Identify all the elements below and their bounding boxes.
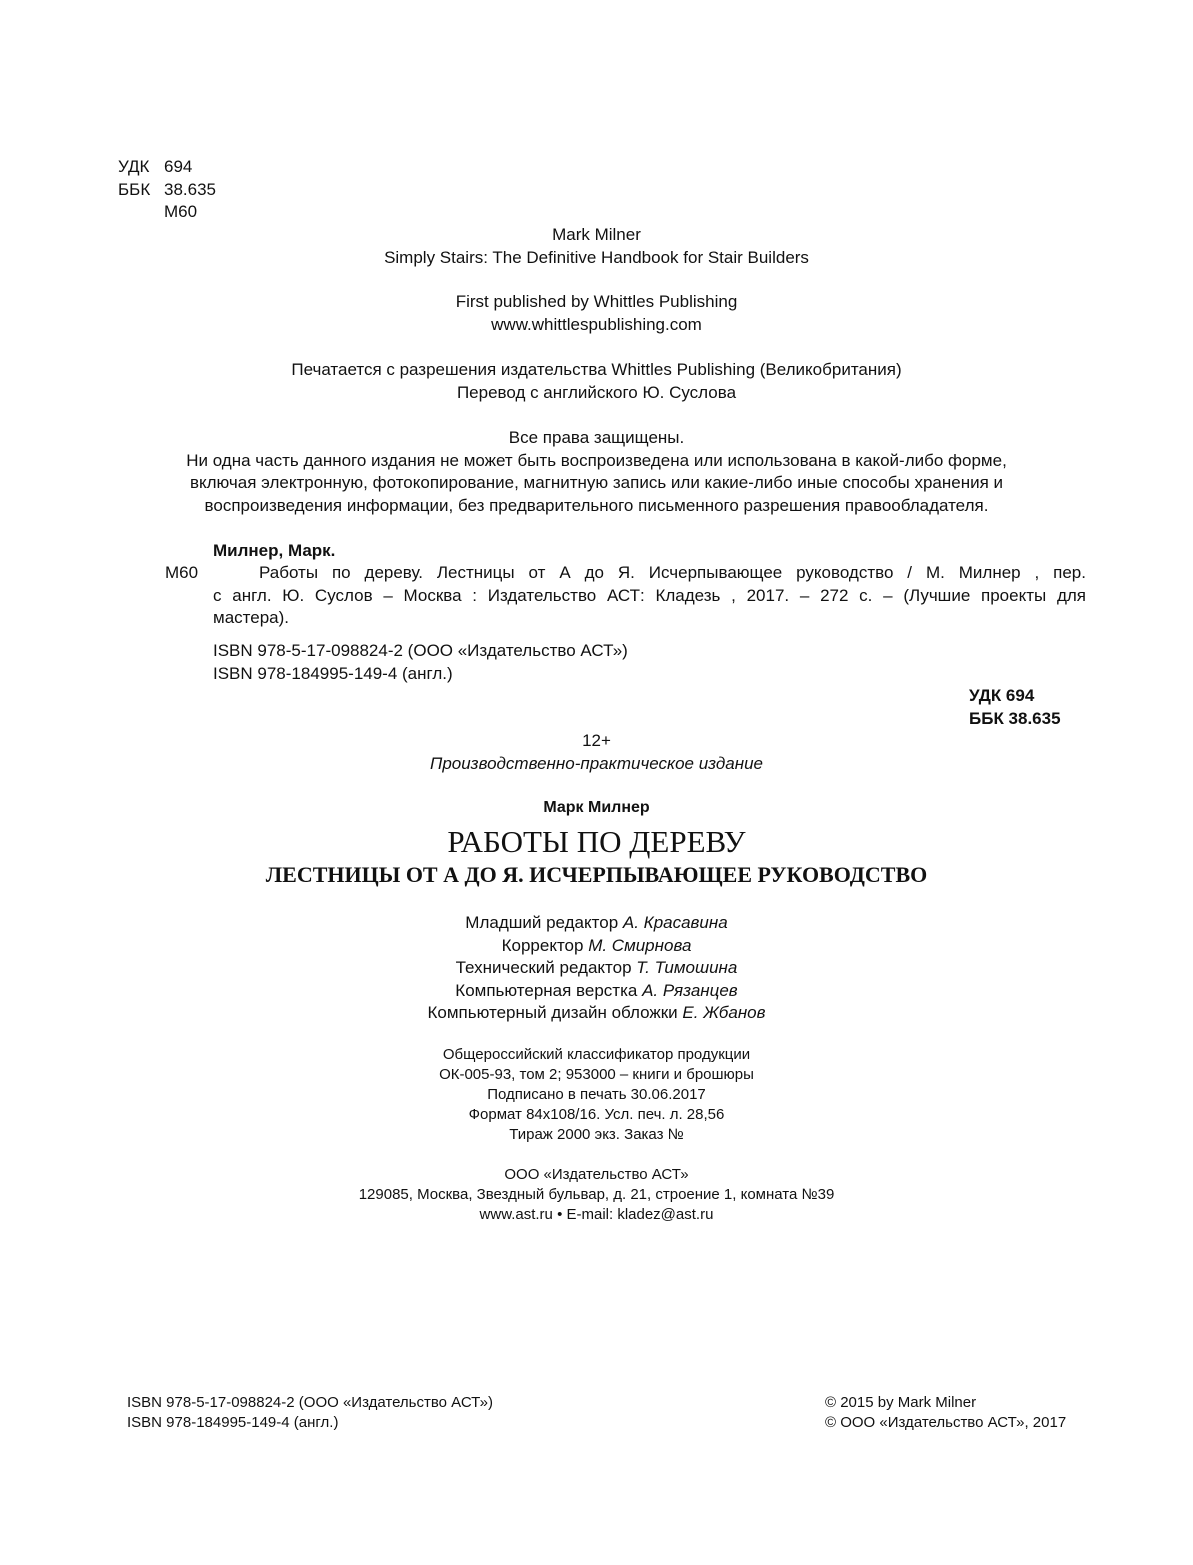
tech-line: ОК-005-93, том 2; 953000 – книги и брошюры [439, 1066, 754, 1083]
publisher-name: ООО «Издательство АСТ» [504, 1166, 689, 1183]
udk-value: 694 [164, 157, 193, 176]
credit-layout: Компьютерная верстка А. Рязанцев [455, 980, 738, 1000]
classification-block [118, 156, 216, 224]
permission-line1: Печатается с разрешения издательства Whittles Publishing (Великобритания) [291, 360, 902, 379]
technical-info [0, 1045, 1193, 1145]
bbk-row [118, 179, 216, 202]
footer-isbn [127, 1393, 493, 1433]
catalog-isbn2: ISBN 978-184995-149-4 (англ.) [213, 663, 453, 683]
catalog-bbk-right: ББК 38.635 [969, 708, 1061, 728]
original-edition [0, 224, 1193, 269]
original-publisher [0, 291, 1193, 336]
catalog-isbn1: ISBN 978-5-17-098824-2 (ООО «Издательство АСТ») [213, 641, 628, 660]
catalog-code: М60 [165, 563, 199, 582]
subtitle-ru: ЛЕСТНИЦЫ ОТ А ДО Я. ИСЧЕРПЫВАЮЩЕЕ РУКОВОДСТВО [265, 862, 928, 887]
credit-cover-design: Компьютерный дизайн обложки Е. Жбанов [427, 1003, 766, 1022]
catalog-isbn [213, 640, 628, 685]
classification-code: М60 [164, 202, 198, 221]
tech-line: Общероссийский классификатор продукции [442, 1046, 751, 1063]
tech-line: Подписано в печать 30.06.2017 [487, 1086, 706, 1103]
udk-label: УДК [118, 157, 150, 176]
credit-proofreader: Корректор М. Смирнова [501, 935, 692, 955]
catalog-index-right [969, 685, 1061, 730]
bbk-value: 38.635 [164, 179, 216, 199]
footer-isbn1: ISBN 978-5-17-098824-2 (ООО «Издательство АСТ») [127, 1394, 494, 1411]
age-rating: 12+ [582, 731, 611, 750]
publisher-website: www.whittlespublishing.com [491, 314, 702, 334]
catalog-description [213, 562, 1086, 630]
catalog-text-line2: с англ. Ю. Суслов – Москва : Издательство АСТ: Кладезь , 2017. – 272 с. – (Лучшие проекты для [213, 585, 1086, 605]
bbk-label: ББК [118, 179, 151, 199]
catalog-text-line1: Работы по дереву. Лестницы от А до Я. Исчерпывающее руководство / М. Милнер , пер. [259, 563, 1086, 582]
publisher-address: 129085, Москва, Звездный бульвар, д. 21, строение 1, комната №39 [358, 1186, 835, 1203]
footer-copyright [825, 1393, 1066, 1433]
catalog-udk-right: УДК 694 [969, 686, 1035, 705]
publisher-info [0, 1165, 1193, 1225]
catalog-text-line3: мастера). [213, 608, 289, 627]
footer-isbn2: ISBN 978-184995-149-4 (англ.) [127, 1414, 339, 1431]
publisher-contacts: www.ast.ru • E-mail: kladez@ast.ru [479, 1206, 714, 1223]
edition-type: Производственно-практическое издание [430, 754, 763, 773]
credit-technical-editor: Технический редактор Т. Тимошина [455, 958, 738, 977]
rights-line2: Ни одна часть данного издания не может быть воспроизведена или использована в какой-либо форме, [186, 450, 1007, 470]
original-title: Simply Stairs: The Definitive Handbook for Stair Builders [384, 247, 809, 267]
copyright-line1: © 2015 by Mark Milner [825, 1394, 977, 1411]
udk-row [118, 156, 216, 179]
credits-list [0, 912, 1193, 1025]
rights-line4: воспроизведения информации, без предварительного письменного разрешения правообладателя. [204, 495, 989, 515]
rights-line3: включая электронную, фотокопирование, магнитную запись или какие-либо иные способы хранения и [189, 473, 1004, 492]
author-ru: Марк Милнер [543, 799, 650, 816]
permission-block [0, 359, 1193, 404]
code-row [118, 201, 216, 224]
tech-line: Формат 84х108/16. Усл. печ. л. 28,56 [468, 1106, 725, 1123]
credit-junior-editor: Младший редактор А. Красавина [465, 913, 728, 932]
tech-line: Тираж 2000 экз. Заказ № [509, 1126, 684, 1143]
rights-line1: Все права защищены. [508, 428, 685, 447]
first-published: First published by Whittles Publishing [455, 292, 738, 311]
copyright-line2: © ООО «Издательство АСТ», 2017 [825, 1414, 1067, 1431]
rights-block [0, 427, 1193, 517]
catalog-heading: Милнер, Марк. [213, 541, 336, 560]
original-author: Mark Milner [552, 225, 641, 244]
permission-line2: Перевод с английского Ю. Суслова [456, 382, 737, 402]
title-ru: РАБОТЫ ПО ДЕРЕВУ [447, 824, 746, 859]
